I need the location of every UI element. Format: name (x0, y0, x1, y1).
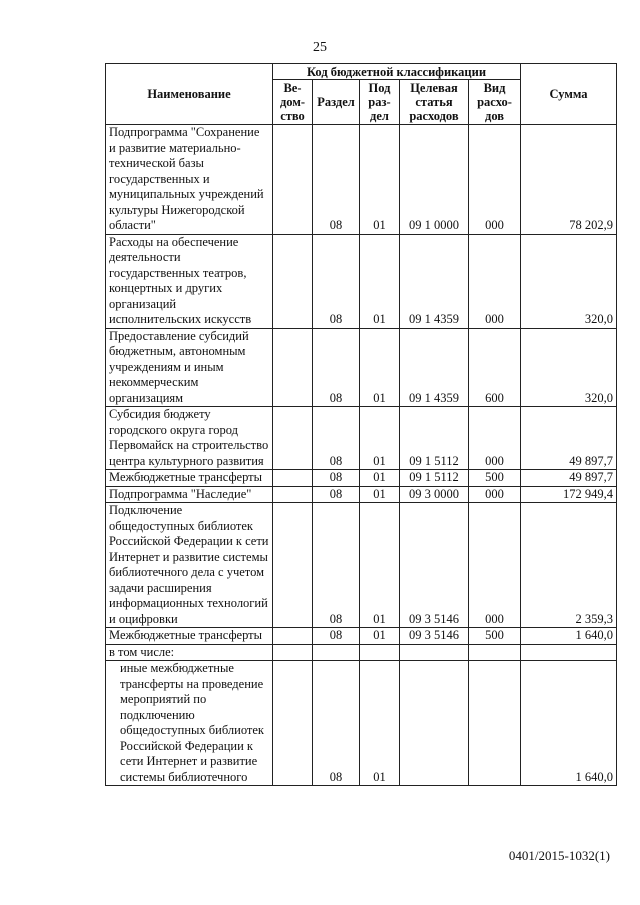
row-razdel: 08 (313, 407, 360, 470)
row-summa (521, 644, 617, 661)
row-razdel: 08 (313, 234, 360, 328)
header-tselevaya: Целевая статья расходов (400, 80, 469, 125)
row-name: Расходы на обеспечение деятельности государственных театров, концертных и других организаций исполнительских искусств (106, 234, 273, 328)
row-tselevaya: 09 3 5146 (400, 503, 469, 628)
page-number: 25 (313, 40, 327, 55)
table-row (106, 661, 617, 786)
table-row (106, 628, 617, 645)
row-vid: 600 (469, 328, 521, 407)
row-tselevaya: 09 1 5112 (400, 407, 469, 470)
row-summa: 172 949,4 (521, 486, 617, 503)
row-tselevaya: 09 3 5146 (400, 628, 469, 645)
row-name: Межбюджетные трансферты (106, 628, 273, 645)
row-tselevaya (400, 661, 469, 786)
row-podrazdel: 01 (360, 470, 400, 487)
row-tselevaya: 09 1 4359 (400, 234, 469, 328)
header-name: Наименование (106, 64, 273, 125)
row-podrazdel: 01 (360, 234, 400, 328)
row-vid (469, 644, 521, 661)
row-name: иные межбюджетные трансферты на проведение мероприятий по подключению общедоступных библиотек Российской Федерации к сети Интернет и развитие системы библиотечного (106, 661, 273, 786)
row-podrazdel: 01 (360, 503, 400, 628)
row-podrazdel: 01 (360, 628, 400, 645)
header-vid: Вид расхо- дов (469, 80, 521, 125)
row-summa: 49 897,7 (521, 407, 617, 470)
row-summa: 320,0 (521, 234, 617, 328)
row-vedomstvo (273, 503, 313, 628)
row-razdel: 08 (313, 503, 360, 628)
row-name: Межбюджетные трансферты (106, 470, 273, 487)
row-tselevaya: 09 3 0000 (400, 486, 469, 503)
row-summa: 2 359,3 (521, 503, 617, 628)
row-vedomstvo (273, 644, 313, 661)
row-vid (469, 661, 521, 786)
row-tselevaya: 09 1 5112 (400, 470, 469, 487)
row-razdel (313, 644, 360, 661)
row-vid: 500 (469, 470, 521, 487)
row-razdel: 08 (313, 328, 360, 407)
table-row (106, 644, 617, 661)
row-name: Подключение общедоступных библиотек Российской Федерации к сети Интернет и развитие системы библиотечного дела с учетом задачи расширения информационных технологий и оцифровки (106, 503, 273, 628)
row-summa: 320,0 (521, 328, 617, 407)
row-vid: 000 (469, 407, 521, 470)
row-vedomstvo (273, 661, 313, 786)
row-summa: 1 640,0 (521, 628, 617, 645)
row-podrazdel: 01 (360, 486, 400, 503)
row-vid: 000 (469, 234, 521, 328)
row-vedomstvo (273, 407, 313, 470)
header-classification-group: Код бюджетной классификации (273, 64, 521, 80)
row-vid: 000 (469, 486, 521, 503)
row-podrazdel: 01 (360, 125, 400, 235)
table-row (106, 470, 617, 487)
row-podrazdel: 01 (360, 661, 400, 786)
table-row (106, 486, 617, 503)
row-name: Предоставление субсидий бюджетным, автономным учреждениям и иным некоммерческим организациям (106, 328, 273, 407)
row-razdel: 08 (313, 628, 360, 645)
row-vedomstvo (273, 125, 313, 235)
document-code: 0401/2015-1032(1) (508, 848, 610, 863)
table-row (106, 234, 617, 328)
row-vedomstvo (273, 470, 313, 487)
row-tselevaya (400, 644, 469, 661)
row-vedomstvo (273, 328, 313, 407)
row-name: Подпрограмма "Сохранение и развитие материально-технической базы государственных и муниципальных учреждений культуры Нижегородской области" (106, 125, 273, 235)
row-vid: 000 (469, 125, 521, 235)
row-tselevaya: 09 1 4359 (400, 328, 469, 407)
row-summa: 1 640,0 (521, 661, 617, 786)
row-podrazdel: 01 (360, 328, 400, 407)
row-razdel: 08 (313, 125, 360, 235)
budget-table (105, 63, 617, 786)
table-row (106, 503, 617, 628)
table-row (106, 125, 617, 235)
row-vedomstvo (273, 628, 313, 645)
row-podrazdel: 01 (360, 407, 400, 470)
row-vedomstvo (273, 486, 313, 503)
row-vid: 500 (469, 628, 521, 645)
header-summa: Сумма (521, 64, 617, 125)
row-razdel: 08 (313, 661, 360, 786)
row-razdel: 08 (313, 486, 360, 503)
row-razdel: 08 (313, 470, 360, 487)
row-name: Подпрограмма "Наследие" (106, 486, 273, 503)
row-vedomstvo (273, 234, 313, 328)
row-name: Субсидия бюджету городского округа город Первомайск на строительство центра культурного развития (106, 407, 273, 470)
header-razdel: Раздел (313, 80, 360, 125)
header-vedomstvo: Ве- дом- ство (273, 80, 313, 125)
row-summa: 49 897,7 (521, 470, 617, 487)
row-vid: 000 (469, 503, 521, 628)
table-row (106, 328, 617, 407)
table-row (106, 407, 617, 470)
row-podrazdel (360, 644, 400, 661)
row-tselevaya: 09 1 0000 (400, 125, 469, 235)
header-podrazdel: Под раз- дел (360, 80, 400, 125)
row-name: в том числе: (106, 644, 273, 661)
row-summa: 78 202,9 (521, 125, 617, 235)
